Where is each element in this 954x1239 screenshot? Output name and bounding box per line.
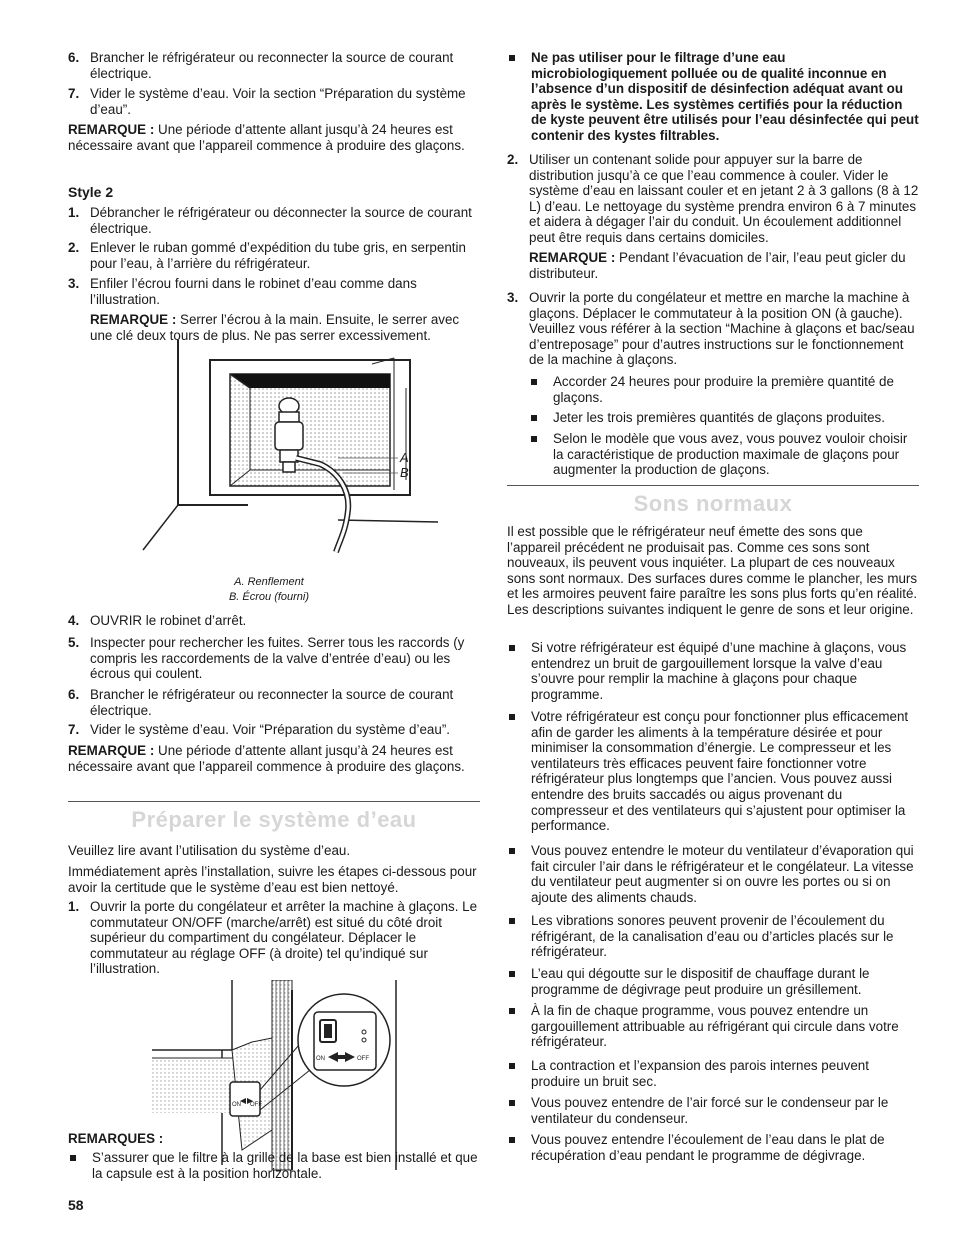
step-number: 3. (507, 290, 519, 305)
step-item (68, 50, 480, 81)
bullet-text: Jeter les trois premières quantités de glaçons produites. (553, 410, 885, 425)
bullet-square-icon (509, 55, 515, 61)
figure-label-b: B (400, 465, 409, 480)
water-valve-figure (138, 340, 438, 570)
list-item (507, 913, 919, 960)
step-item (68, 240, 480, 271)
remark-text: Serrer l’écrou à la main. Ensuite, le serrer avec une clé deux tours de plus. Ne pas serrer excessivement. (90, 312, 460, 343)
bullet-square-icon (70, 1155, 76, 1161)
remark-label: REMARQUE : (90, 312, 177, 327)
step-number: 2. (507, 152, 519, 167)
bullet-square-icon (531, 415, 537, 421)
bullet-square-icon (509, 1008, 515, 1014)
figure-caption-a: A. Renflement (234, 576, 304, 588)
bullet-text: Votre réfrigérateur est conçu pour fonctionner plus efficacement afin de garder les aliments à la température désirée et pour minimiser la consommation d’énergie. Le compresseur et les ventilateurs très efficaces peuvent faire fonctionner votre réfrigérateur plus longtemps que l’ancien. Vous pouvez aussi entendre des bruits saccadés ou aigus provenant du compresseur et des ventilateurs qui s’ajustent pour optimiser la performance. (531, 709, 909, 834)
intro-paragraph: Veuillez lire avant l’utilisation du système d’eau. (68, 843, 351, 858)
remark-label: REMARQUE : (68, 743, 155, 758)
list-item (507, 1095, 919, 1126)
intro-paragraph: Il est possible que le réfrigérateur neuf émette des sons que l’appareil précédent ne produisait pas. Comme ces sons sont nouveaux, ils peuvent vous inquiéter. La plupart de ces nouveaux sons sont normaux. Des surfaces dures comme le plancher, les murs et les armoires peuvent faire paraître les sons plus forts qu’en réalité. Les descriptions suivantes indiquent le genre de sons et leur origine. (507, 524, 918, 617)
step-item (507, 290, 919, 368)
bullet-text: Selon le modèle que vous avez, vous pouvez vouloir choisir la caractéristique de production maximale de glaçons pour augmenter la production de glaçons. (553, 431, 908, 478)
step-number: 3. (68, 276, 80, 291)
bullet-square-icon (509, 1137, 515, 1143)
bullet-square-icon (531, 436, 537, 442)
list-item (507, 966, 919, 997)
step-text: Brancher le réfrigérateur ou reconnecter la source de courant électrique. (90, 687, 454, 718)
bullet-text: Vous pouvez entendre l’écoulement de l’eau dans le plat de récupération d’eau pendant le programme de dégivrage. (531, 1132, 885, 1163)
bullet-square-icon (509, 1100, 515, 1106)
bullet-square-icon (509, 848, 515, 854)
list-item (507, 50, 919, 144)
list-item (507, 709, 919, 834)
bullet-text: Les vibrations sonores peuvent provenir de l’écoulement du réfrigérant, de la canalisation d’eau ou d’articles placés sur le réfrigérateur. (531, 913, 894, 960)
remark-paragraph (68, 743, 480, 774)
bullet-square-icon (531, 379, 537, 385)
step-item (68, 635, 480, 682)
list-item (507, 374, 919, 405)
list-item (507, 843, 919, 905)
remark-text: Pendant l’évacuation de l’air, l’eau peut gicler du distributeur. (529, 250, 906, 281)
remark-text: Une période d’attente allant jusqu’à 24 heures est nécessaire avant que l’appareil commence à produire des glaçons. (68, 122, 465, 153)
list-item (507, 1003, 919, 1050)
list-item (507, 640, 919, 702)
remark-paragraph (68, 122, 480, 153)
remark-label: REMARQUE : (68, 122, 155, 137)
list-item (68, 1150, 480, 1181)
step-item (507, 152, 919, 246)
section-divider (68, 801, 480, 802)
step-number: 6. (68, 50, 80, 65)
step-number: 1. (68, 899, 80, 914)
section-title: Préparer le système d’eau (131, 807, 417, 832)
switch-on-label: ON (316, 1056, 325, 1062)
step-text: OUVRIR le robinet d’arrêt. (90, 613, 247, 628)
step-text: Enlever le ruban gommé d’expédition du tube gris, en serpentin pour l’eau, à l’arrière du réfrigérateur. (90, 240, 466, 271)
step-text: Utiliser un contenant solide pour appuyer sur la barre de distribution jusqu’à ce que l’eau commence à couler. Vider le système d’eau en laissant couler et en jetant 2 à 3 gallons (8 à 12 L) d’eau. Le nettoyage du système prendra environ 6 à 7 minutes et aidera à dégager l’air du conduit. Un écoulement additionnel peut être requis dans certains domiciles. (529, 152, 919, 245)
figure-label-a: A (400, 450, 409, 465)
bullet-square-icon (509, 918, 515, 924)
step-item (68, 687, 480, 718)
remark-text: Une période d’attente allant jusqu’à 24 heures est nécessaire avant que l’appareil commence à produire des glaçons. (68, 743, 465, 774)
list-item (507, 410, 919, 426)
intro-paragraph: Immédiatement après l’installation, suivre les étapes ci-dessous pour avoir la certitude que le système d’eau est bien nettoyé. (68, 864, 477, 895)
section-title: Sons normaux (633, 491, 793, 516)
step-number: 6. (68, 687, 80, 702)
switch-off-label-small: OFF (250, 1102, 262, 1108)
remark-paragraph (90, 312, 480, 343)
step-text: Vider le système d’eau. Voir “Préparation du système d’eau”. (90, 722, 450, 737)
step-number: 2. (68, 240, 80, 255)
remark-label: REMARQUE : (529, 250, 616, 265)
step-item (68, 276, 480, 307)
bullet-text: Si votre réfrigérateur est équipé d’une machine à glaçons, vous entendrez un bruit de gargouillement lorsque la valve d’eau s’ouvre pour remplir la machine à glaçons pour chaque programme. (531, 640, 907, 702)
step-text: Enfiler l’écrou fourni dans le robinet d’eau comme dans l’illustration. (90, 276, 417, 307)
step-item (68, 205, 480, 236)
bullet-square-icon (509, 645, 515, 651)
step-text: Brancher le réfrigérateur ou reconnecter la source de courant électrique. (90, 50, 454, 81)
step-text: Débrancher le réfrigérateur ou déconnecter la source de courant électrique. (90, 205, 472, 236)
style2-heading: Style 2 (68, 184, 114, 200)
switch-on-label-small: ON (232, 1102, 241, 1108)
step-number: 4. (68, 613, 80, 628)
step-text: Ouvrir la porte du congélateur et arrêter la machine à glaçons. Le commutateur ON/OFF (marche/arrêt) est situé du côté droit supérieur du compartiment du congélateur. Déplacer le commutateur au réglage OFF (à droite) tel qu’indiqué sur l’illustration. (90, 899, 478, 977)
step-item (68, 722, 480, 738)
bullet-square-icon (509, 971, 515, 977)
step-number: 5. (68, 635, 80, 650)
section-divider (507, 485, 919, 486)
bullet-square-icon (509, 1063, 515, 1069)
bullet-text: S’assurer que le filtre à la grille de la base est bien installé et que la capsule est à la position horizontale. (92, 1150, 478, 1181)
step-item (68, 613, 480, 629)
figure-caption-b: B. Écrou (fourni) (228, 591, 310, 603)
step-number: 7. (68, 86, 80, 101)
bullet-text: L’eau qui dégoutte sur le dispositif de chauffage durant le programme de dégivrage peut produire un grésillement. (531, 966, 870, 997)
list-item (507, 431, 919, 478)
bullet-text: Vous pouvez entendre de l’air forcé sur le condenseur par le ventilateur du condenseur. (531, 1095, 889, 1126)
step-text: Inspecter pour rechercher les fuites. Serrer tous les raccords (y compris les raccordements de la valve d’entrée d’eau) ou les écrous qui coulent. (90, 635, 465, 682)
list-item (507, 1132, 919, 1163)
bullet-text: Accorder 24 heures pour produire la première quantité de glaçons. (553, 374, 894, 405)
bullet-text: À la fin de chaque programme, vous pouvez entendre un gargouillement attribuable au réfrigérant qui circule dans votre réfrigérateur. (531, 1003, 899, 1050)
step-number: 7. (68, 722, 80, 737)
remark-paragraph (529, 250, 919, 281)
step-item (68, 86, 480, 117)
step-number: 1. (68, 205, 80, 220)
bullet-text: Vous pouvez entendre le moteur du ventilateur d’évaporation qui fait circuler l’air dans le réfrigérateur et le congélateur. La vitesse du ventilateur peut augmenter si on ouvre les portes ou si on ajoute des aliments chauds. (531, 843, 914, 905)
bullet-text: La contraction et l’expansion des parois internes peuvent produire un bruit sec. (531, 1058, 869, 1089)
step-text: Ouvrir la porte du congélateur et mettre en marche la machine à glaçons. Déplacer le commutateur à la position ON (à gauche). Veuillez vous référer à la section “Machine à glaçons et bac/seau d’entreposage” pour d’autres instructions sur le fonctionnement de la machine à glaçons. (529, 290, 915, 368)
bullet-square-icon (509, 714, 515, 720)
list-item (507, 1058, 919, 1089)
bullet-text-bold: Ne pas utiliser pour le filtrage d’une eau microbiologiquement polluée ou de qualité inconnue en l’absence d’un dispositif de désinfection adéquat avant ou après le système. Les systèmes certifiés pour la réduction de kyste peuvent être utilisés pour l’eau désinfectée qui peut contenir des kystes filtrables. (531, 50, 919, 143)
remarques-heading: REMARQUES : (68, 1131, 164, 1146)
page-number: 58 (68, 1197, 84, 1213)
step-text: Vider le système d’eau. Voir la section “Préparation du système d’eau”. (90, 86, 466, 117)
switch-off-label: OFF (357, 1056, 369, 1062)
step-item (68, 899, 480, 977)
